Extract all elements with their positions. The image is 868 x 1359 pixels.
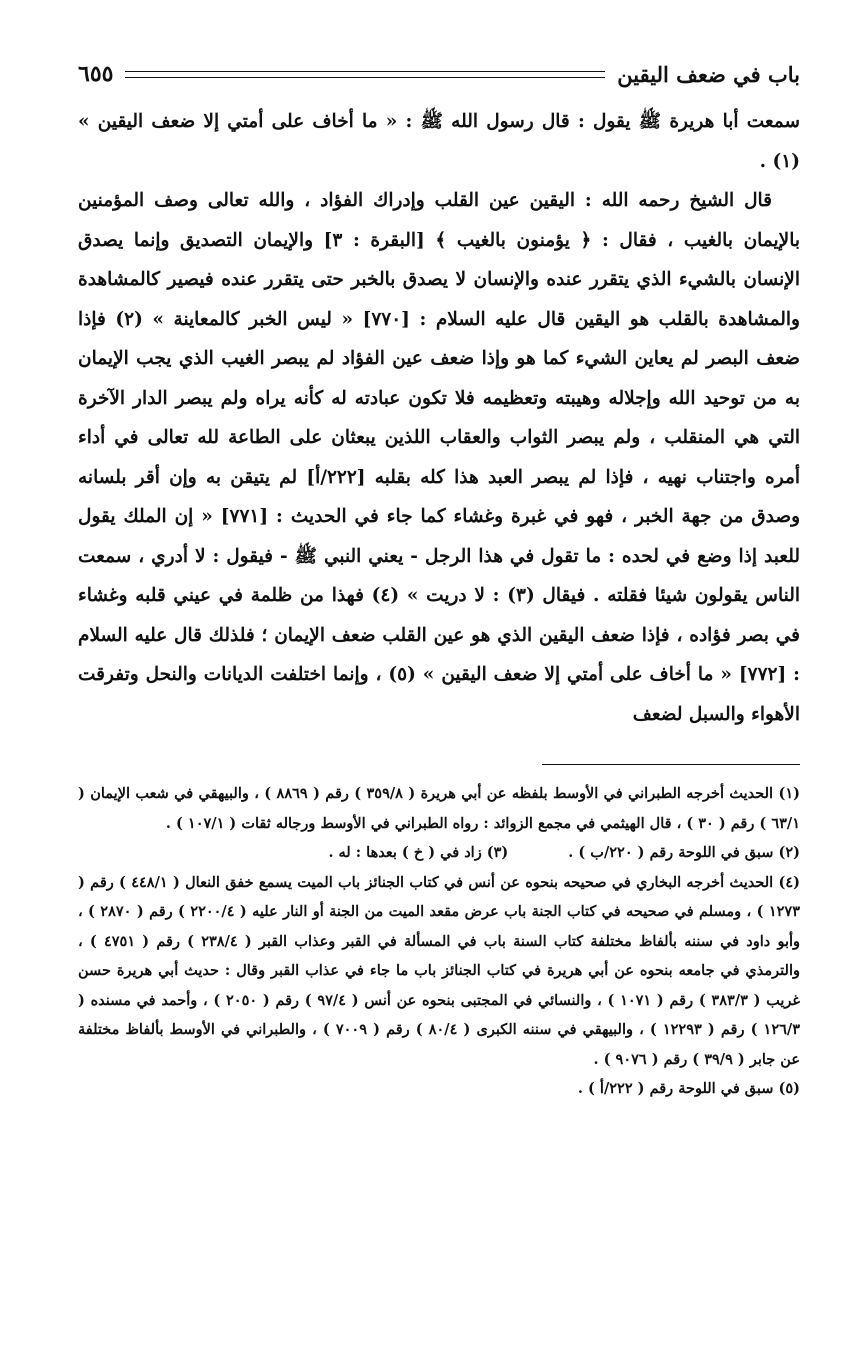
footnote-5: (٥) سبق في اللوحة رقم ( ٢٢٢/أ ) .: [577, 1080, 800, 1097]
footnote-separator: [542, 764, 800, 765]
paragraph-hadith-intro: سمعت أبا هريرة ﷺ يقول : قال رسول الله ﷺ : « ما أخاف على أمتي إلا ضعف اليقين » (١) .: [78, 111, 800, 172]
footnote-1: (١) الحديث أخرجه الطبراني في الأوسط بلفظه عن أبي هريرة ( ٣٥٩/٨ ) رقم ( ٨٨٦٩ ) ، والبيهقي في شعب الإيمان ( ٦٣/١ ) رقم ( ٣٠ ) ، قال الهيثمي في مجمع الزوائد : رواه الطبراني في الأوسط ورجاله ثقات ( ١٠٧/١ ) .: [78, 785, 800, 832]
footnotes: [78, 779, 800, 1104]
header-double-rule: [125, 71, 605, 78]
page-number: ٦٥٥: [78, 61, 114, 87]
paragraph-commentary: قال الشيخ رحمه الله : اليقين عين القلب وإدراك الفؤاد ، والله تعالى وصف المؤمنين بالإيمان بالغيب ، فقال : ﴿ يؤمنون بالغيب ﴾ [البقرة : ٣] والإيمان التصديق وإنما يصدق الإنسان بالشيء الذي يتقرر عنده والإنسان لا يصدق بالخبر حتى يتقرر عنده فيصير كالمشاهدة والمشاهدة بالقلب هو اليقين قال عليه السلام : [٧٧٠] « ليس الخبر كالمعاينة » (٢) فإذا ضعف البصر لم يعاين الشيء كما هو وإذا ضعف عين الفؤاد لم يبصر الغيب الذي يجب الإيمان به من توحيد الله وإجلاله وهيبته وتعظيمه فلا تكون عبادته له كأنه يراه ولم يبصر الدار الآخرة التي هي المنقلب ، ولم يبصر الثواب والعقاب اللذين يبعثان على الطاعة لله تعالى في أداء أمره واجتناب نهيه ، فإذا لم يبصر العبد هذا كله بقلبه [٢٢٢/أ] لم يتيقن به وإن أقر بلسانه وصدق من جهة الخبر ، فهو في غبرة وغشاء كما جاء في الحديث : [٧٧١] « إن الملك يقول للعبد إذا وضع في لحده : ما تقول في هذا الرجل - يعني النبي ﷺ - فيقول : لا أدري ، سمعت الناس يقولون شيئا فقلته . فيقال (٣) : لا دريت » (٤) فهذا من ظلمة في عيني قلبه وغشاء في بصر فؤاده ، فإذا ضعف اليقين الذي هو عين القلب ضعف الإيمان ؛ فلذلك قال عليه السلام : [٧٧٢] « ما أخاف على أمتي إلا ضعف اليقين » (٥) ، وإنما اختلفت الديانات والنحل وتفرقت الأهواء والسبل لضعف: [78, 190, 801, 725]
running-header: [78, 52, 800, 96]
footnote-2: (٢) سبق في اللوحة رقم ( ٢٢٠/ب ) .: [568, 844, 800, 861]
footnote-3: (٣) زاد في ( خ ) بعدها : له .: [328, 844, 509, 861]
chapter-title: باب في ضعف اليقين: [617, 61, 800, 87]
footnote-row-2-3: [78, 838, 800, 868]
book-page: [78, 52, 800, 1104]
footnote-4: (٤) الحديث أخرجه البخاري في صحيحه بنحوه عن أنس في كتاب الجنائز باب الميت يسمع خفق النعال ( ٤٤٨/١ ) رقم ( ١٢٧٣ ) ، ومسلم في صحيحه في كتاب الجنة باب عرض مقعد الميت من الجنة أو النار عليه ( ٢٢٠٠/٤ ) رقم ( ٢٨٧٠ ) ، وأبو داود في سننه بألفاظ مختلفة كتاب السنة باب في المسألة في القبر وعذاب القبر ( ٢٣٨/٤ ) رقم ( ٤٧٥١ ) ، والترمذي في جامعه بنحوه عن أبي هريرة في كتاب الجنائز باب ما جاء في عذاب القبر وقال : حديث أبي هريرة حسن غريب ( ٣٨٣/٣ ) رقم ( ١٠٧١ ) ، والنسائي في المجتبى بنحوه عن أنس ( ٩٧/٤ ) رقم ( ٢٠٥٠ ) ، وأحمد في مسنده ( ١٢٦/٣ ) رقم ( ١٢٢٩٣ ) ، والبيهقي في سننه الكبرى ( ٨٠/٤ ) رقم ( ٧٠٠٩ ) ، والطبراني في الأوسط بألفاظ مختلفة عن جابر ( ٣٩/٩ ) رقم ( ٩٠٧٦ ) .: [78, 873, 801, 1068]
main-text: [78, 102, 800, 734]
